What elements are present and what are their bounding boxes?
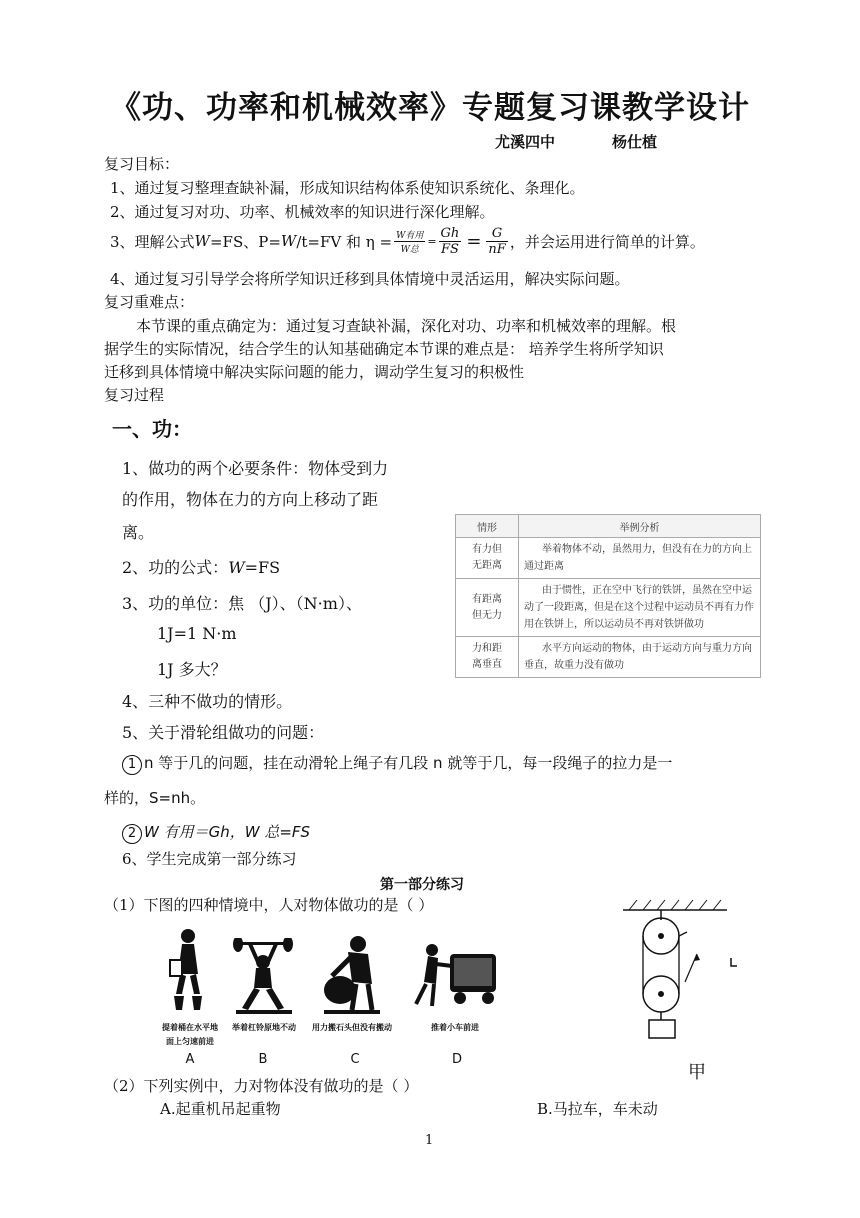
table-row [456, 579, 761, 637]
p2-rest: =FS [244, 558, 281, 577]
section-1-p3b: 1J=1 N·m [157, 624, 237, 643]
exercise-heading: 第一部分练习 [380, 877, 464, 893]
figure-d-letter: D [451, 1052, 462, 1067]
section-1-p1-line-3: 离。 [122, 523, 155, 542]
no-work-cases-table [455, 514, 761, 678]
figure-c-person-pushing-stone-icon [322, 932, 382, 1016]
table-cell-key [456, 538, 519, 579]
key-line: 离垂直 [472, 659, 502, 670]
figure-a-caption [150, 1021, 230, 1049]
goals-heading: 复习目标： [104, 155, 180, 173]
fraction-denominator: W总 [400, 244, 419, 255]
goal-item-3-formula [110, 224, 705, 258]
process-heading: 复习过程 [104, 386, 165, 404]
table-row [456, 637, 761, 678]
section-1-p5-1 [122, 752, 672, 775]
figure-b-letter: B [258, 1052, 268, 1067]
fraction-g-nf [486, 226, 507, 257]
exercise-q1: （1）下图的四种情境中，人对物体做功的是（ ） [104, 896, 434, 914]
page-number: 1 [425, 1133, 434, 1148]
circled-number: 1 [122, 755, 142, 775]
key-points-line-1: 本节课的重点确定为：通过复习查缺补漏，深化对功、功率和机械效率的理解。根 [136, 317, 677, 335]
fraction-efficiency [394, 228, 425, 255]
formula-eq2: = [466, 230, 482, 252]
figure-b-weightlifter-icon [232, 938, 294, 1016]
key-points-line-2: 据学生的实际情况，结合学生的认知基础确定本节课的难点是： 培养学生将所学知识 [104, 340, 664, 358]
page-title: 《功、功率和机械效率》专题复习课教学设计 [110, 90, 750, 126]
circled-number: 2 [122, 824, 142, 844]
fraction-gh-fs [439, 226, 462, 257]
formula-w: W [194, 232, 210, 250]
exercise-q2-option-a: A.起重机吊起重物 [160, 1100, 281, 1118]
formula-suffix: ，并会运用进行简单的计算。 [509, 232, 705, 251]
table-cell-value: 水平方向运动的物体，由于运动方向与重力方向垂直，故重力没有做功 [519, 637, 761, 678]
figure-a-person-carrying-bucket-icon [160, 924, 220, 1016]
exercise-q2-option-b: B.马拉车，车未动 [537, 1100, 658, 1118]
caption-line: 面上匀速前进 [166, 1037, 214, 1046]
key-points-line-3: 迁移到具体情境中解决实际问题的能力，调动学生复习的积极性 [104, 363, 525, 381]
table-header-row [456, 515, 761, 538]
section-1-p3c: 1J 多大？ [157, 660, 227, 679]
section-1-p3: 3、功的单位：焦 （J）、（N·m）、 [122, 594, 362, 613]
figure-c-caption: 用力搬石头但没有搬动 [312, 1023, 392, 1032]
section-1-p4: 4、三种不做功的情形。 [122, 692, 293, 711]
section-1-p1-line-2: 的作用，物体在力的方向上移动了距 [122, 490, 379, 509]
table-cell-value: 举着物体不动，虽然用力，但没有在力的方向上通过距离 [519, 538, 761, 579]
table-header-cell: 情形 [456, 515, 519, 538]
fraction-denominator: FS [440, 241, 459, 257]
section-1-p5-2 [122, 821, 310, 844]
table-cell-key [456, 637, 519, 678]
section-1-p2 [122, 555, 280, 578]
section-1-p5-1-line-2: 样的，S=nh。 [104, 789, 206, 807]
section-1-p1-line-1: 1、做功的两个必要条件：物体受到力 [122, 459, 389, 478]
formula-after-w2: /t=FV 和 η = [296, 232, 393, 251]
figure-c-letter: C [350, 1052, 360, 1067]
formula-after-w: =FS、P= [209, 232, 281, 251]
p5-2-text: W 有用＝Gh，W 总=FS [144, 823, 311, 841]
key-line: 有距离 [472, 593, 502, 605]
table-cell-value: 由于惯性，正在空中飞行的铁饼，虽然在空中运动了一段距离，但是在这个过程中运动员不再有力作用在铁饼上，所以运动员不再对铁饼做功 [519, 579, 761, 637]
pulley-label: 甲 [688, 1062, 706, 1083]
formula-eq1: = [427, 234, 437, 248]
section-1-p5: 5、关于滑轮组做功的问题： [122, 723, 325, 742]
fraction-denominator: nF [488, 241, 506, 257]
key-line: 有力但 [472, 544, 502, 555]
caption-line: 提着桶在水平地 [162, 1023, 218, 1032]
formula-w2: W [280, 232, 297, 250]
figure-b-caption: 举着杠铃原地不动 [232, 1023, 296, 1032]
figure-d-caption: 推着小车前进 [431, 1023, 479, 1032]
key-line: 力和距 [472, 643, 502, 654]
fraction-numerator: W有用 [394, 228, 425, 242]
key-line: 但无力 [472, 609, 502, 621]
table-header-cell: 举例分析 [519, 515, 761, 538]
table-row [456, 538, 761, 579]
section-1-heading: 一、功： [112, 417, 192, 441]
p2-w: W [228, 558, 245, 577]
figure-a-letter: A [185, 1052, 195, 1067]
p5-1-text: n 等于几的问题，挂在动滑轮上绳子有几段 n 就等于几，每一段绳子的拉力是一 [144, 754, 673, 772]
table-cell-key [456, 579, 519, 637]
pulley-system-diagram-icon [615, 896, 745, 1046]
fraction-numerator: G [486, 226, 507, 242]
fraction-numerator: Gh [440, 225, 460, 241]
figure-d-person-pushing-cart-icon [410, 940, 500, 1012]
author-school: 尤溪四中 [495, 133, 556, 151]
author-name: 杨仕植 [612, 133, 658, 151]
key-line: 无距离 [472, 560, 502, 571]
formula-prefix: 3、理解公式 [110, 232, 195, 251]
goal-item-4: 4、通过复习引导学会将所学知识迁移到具体情境中灵活运用，解决实际问题。 [110, 270, 630, 288]
goal-item-1: 1、通过复习整理查缺补漏，形成知识结构体系使知识系统化、条理化。 [110, 179, 585, 197]
exercise-q2: （2）下列实例中，力对物体没有做功的是（ ） [104, 1077, 419, 1095]
key-points-heading: 复习重难点： [104, 293, 195, 311]
p2-prefix: 2、功的公式： [122, 558, 229, 577]
goal-item-2: 2、通过复习对功、功率、机械效率的知识进行深化理解。 [110, 203, 495, 221]
section-1-p6: 6、学生完成第一部分练习 [122, 850, 297, 868]
